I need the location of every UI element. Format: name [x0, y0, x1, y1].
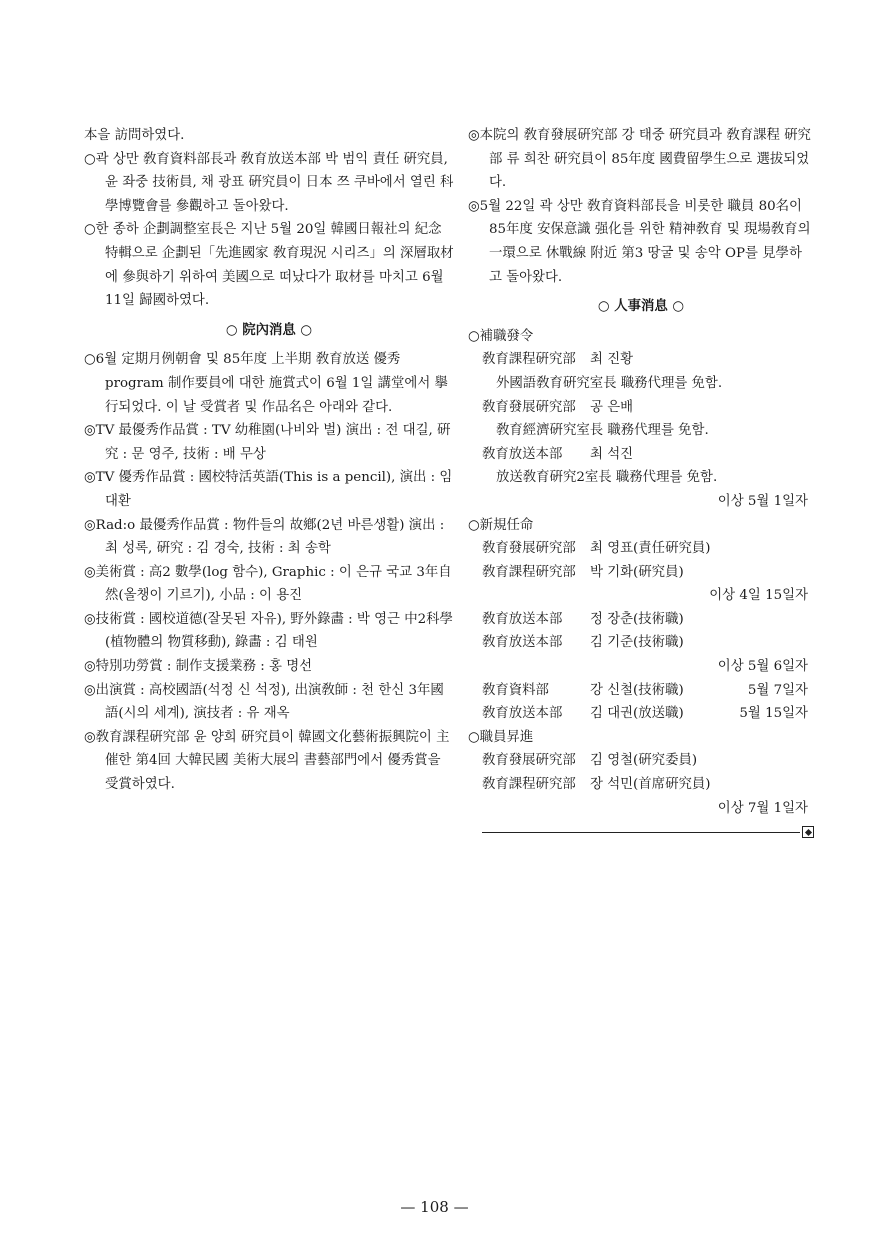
person-name: 김 기준(技術職): [590, 635, 684, 651]
person-name: 김 영철(硏究委員): [590, 753, 698, 769]
org-name: 敎育課程硏究部: [482, 352, 576, 368]
paragraph-calligraphy-award: ◎敎育課程硏究部 윤 양희 硏究員이 韓國文化藝術振興院이 主催한 第4回 大韓民國 美術大展의 書藝部門에서 優秀賞을 受賞하였다.: [84, 729, 450, 793]
end-of-article-rule: [468, 826, 814, 838]
person-name: 장 석민(首席硏究員): [590, 777, 711, 793]
personnel-row: [468, 631, 814, 655]
paragraph-awards-intro: ○6월 定期月例朝會 및 85年度 上半期 敎育放送 優秀 program 制作要員에 대한 施賞式이 6월 1일 講堂에서 擧行되었다. 이 날 受賞者 및 作品名은 아래와 같다.: [84, 352, 448, 415]
award-item: ◎TV 優秀作品賞 : 國校特活英語(This is a pencil), 演出 : 임 대환: [84, 470, 453, 509]
label-new-appointment: ○新規任命: [468, 517, 534, 533]
award-item: ◎美術賞 : 高2 數學(log 함수), Graphic : 이 은규 국교 3年自然(올챙이 기르기), 小品 : 이 용진: [84, 564, 452, 604]
paragraph-field-trip: ◎5월 22일 곽 상만 敎育資料部長을 비롯한 職員 80名이 85年度 安保意識 强化를 위한 精神敎育 및 現場敎育의 一環으로 休戰線 附近 第3 땅굴 및 송악 OP를 見學하고 돌아왔다.: [468, 198, 811, 285]
label-appointment: ○補職發令: [468, 328, 534, 344]
person-name: 최 영표(責任硏究員): [590, 541, 711, 557]
org-name: 敎育放送本部: [482, 446, 563, 462]
row-date: 5월 7일자: [747, 682, 808, 698]
award-item: ◎特別功勞賞 : 制作支援業務 : 홍 명선: [84, 659, 313, 675]
org-name: 敎育放送本部: [482, 706, 563, 722]
org-name: 敎育發展硏究部: [482, 753, 576, 769]
row-date: 5월 15일자: [739, 706, 808, 722]
effective-date: 이상 5월 1일자: [717, 493, 808, 509]
person-name: 최 진황: [590, 352, 634, 368]
personnel-row: [468, 396, 814, 420]
personnel-row: [468, 443, 814, 467]
divider: [482, 832, 800, 833]
personnel-row: [468, 348, 814, 372]
person-name: 김 대권(放送職): [590, 706, 684, 722]
org-name: 敎育放送本部: [482, 611, 563, 627]
org-name: 敎育發展硏究部: [482, 399, 576, 415]
page-number: — 108 —: [400, 1198, 469, 1216]
effective-date: 이상 4일 15일자: [709, 588, 808, 604]
award-item: ◎Rad:o 最優秀作品賞 : 物件들의 故鄕(2년 바른생활) 演出 : 최 성록, 硏究 : 김 경숙, 技術 : 최 송학: [84, 517, 445, 557]
personnel-row: [468, 773, 814, 797]
org-name: 敎育課程硏究部: [482, 564, 576, 580]
person-name: 박 기화(硏究員): [590, 564, 684, 580]
paragraph-expo-visit: ○곽 상만 敎育資料部長과 敎育放送本部 박 범익 責任 硏究員, 윤 좌중 技術員, 채 광표 硏究員이 日本 쯔 쿠바에서 열린 科學博覽會를 參觀하고 돌아왔다.: [84, 151, 454, 214]
org-name: 敎育資料部: [482, 682, 549, 698]
person-name: 공 은배: [590, 399, 634, 415]
section-heading-personnel-news: ○ 人事消息 ○: [597, 298, 685, 315]
award-item: ◎技術賞 : 國校道德(잘못된 자유), 野外錄畵 : 박 영근 中2科學(植物體의 物質移動), 錄畵 : 김 태원: [84, 611, 453, 651]
paragraph-us-trip: ○한 종하 企劃調整室長은 지난 5월 20일 韓國日報社의 紀念特輯으로 企劃된「先進國家 敎育現況 시리즈」의 深層取材에 參與하기 위하여 美國으로 떠났다가 取材를 마치고 6월 11일 歸國하였다.: [84, 222, 454, 309]
award-item: ◎TV 最優秀作品賞 : TV 幼稚園(나비와 벌) 演出 : 전 대길, 硏究 : 문 영주, 技術 : 배 무상: [84, 423, 451, 462]
personnel-row: [468, 702, 814, 726]
right-column: [468, 124, 814, 838]
end-mark-icon: [802, 826, 814, 838]
paragraph-scholarship: ◎本院의 敎育發展硏究部 강 태중 硏究員과 敎育課程 硏究部 류 희찬 硏究員이 85年度 國費留學生으로 選拔되었다.: [468, 128, 811, 191]
person-name: 강 신철(技術職): [590, 682, 684, 698]
left-column: [84, 124, 454, 797]
personnel-row: [468, 749, 814, 773]
award-item: ◎出演賞 : 高校國語(석정 신 석정), 出演敎師 : 천 한신 3年國語(시의 세계), 演技者 : 유 재옥: [84, 682, 444, 722]
personnel-row: [468, 561, 814, 585]
org-name: 敎育放送本部: [482, 635, 563, 651]
org-name: 敎育發展硏究部: [482, 541, 576, 557]
effective-date: 이상 5월 6일자: [717, 659, 808, 675]
personnel-row: [468, 537, 814, 561]
org-name: 敎育課程硏究部: [482, 777, 576, 793]
effective-date: 이상 7월 1일자: [717, 800, 808, 816]
paragraph-continued: 本을 訪問하였다.: [84, 128, 185, 143]
personnel-detail: 敎育經濟硏究室長 職務代理를 免함.: [496, 423, 709, 439]
section-heading-institute-news: ○ 院內消息 ○: [225, 321, 313, 338]
personnel-row: [468, 608, 814, 632]
personnel-detail: 放送敎育硏究2室長 職務代理를 免함.: [496, 470, 718, 486]
person-name: 최 석진: [590, 446, 634, 462]
label-promotion: ○職員昇進: [468, 729, 534, 745]
person-name: 정 장춘(技術職): [590, 611, 684, 627]
personnel-detail: 外國語敎育硏究室長 職務代理를 免함.: [496, 375, 723, 391]
personnel-row: [468, 679, 814, 703]
